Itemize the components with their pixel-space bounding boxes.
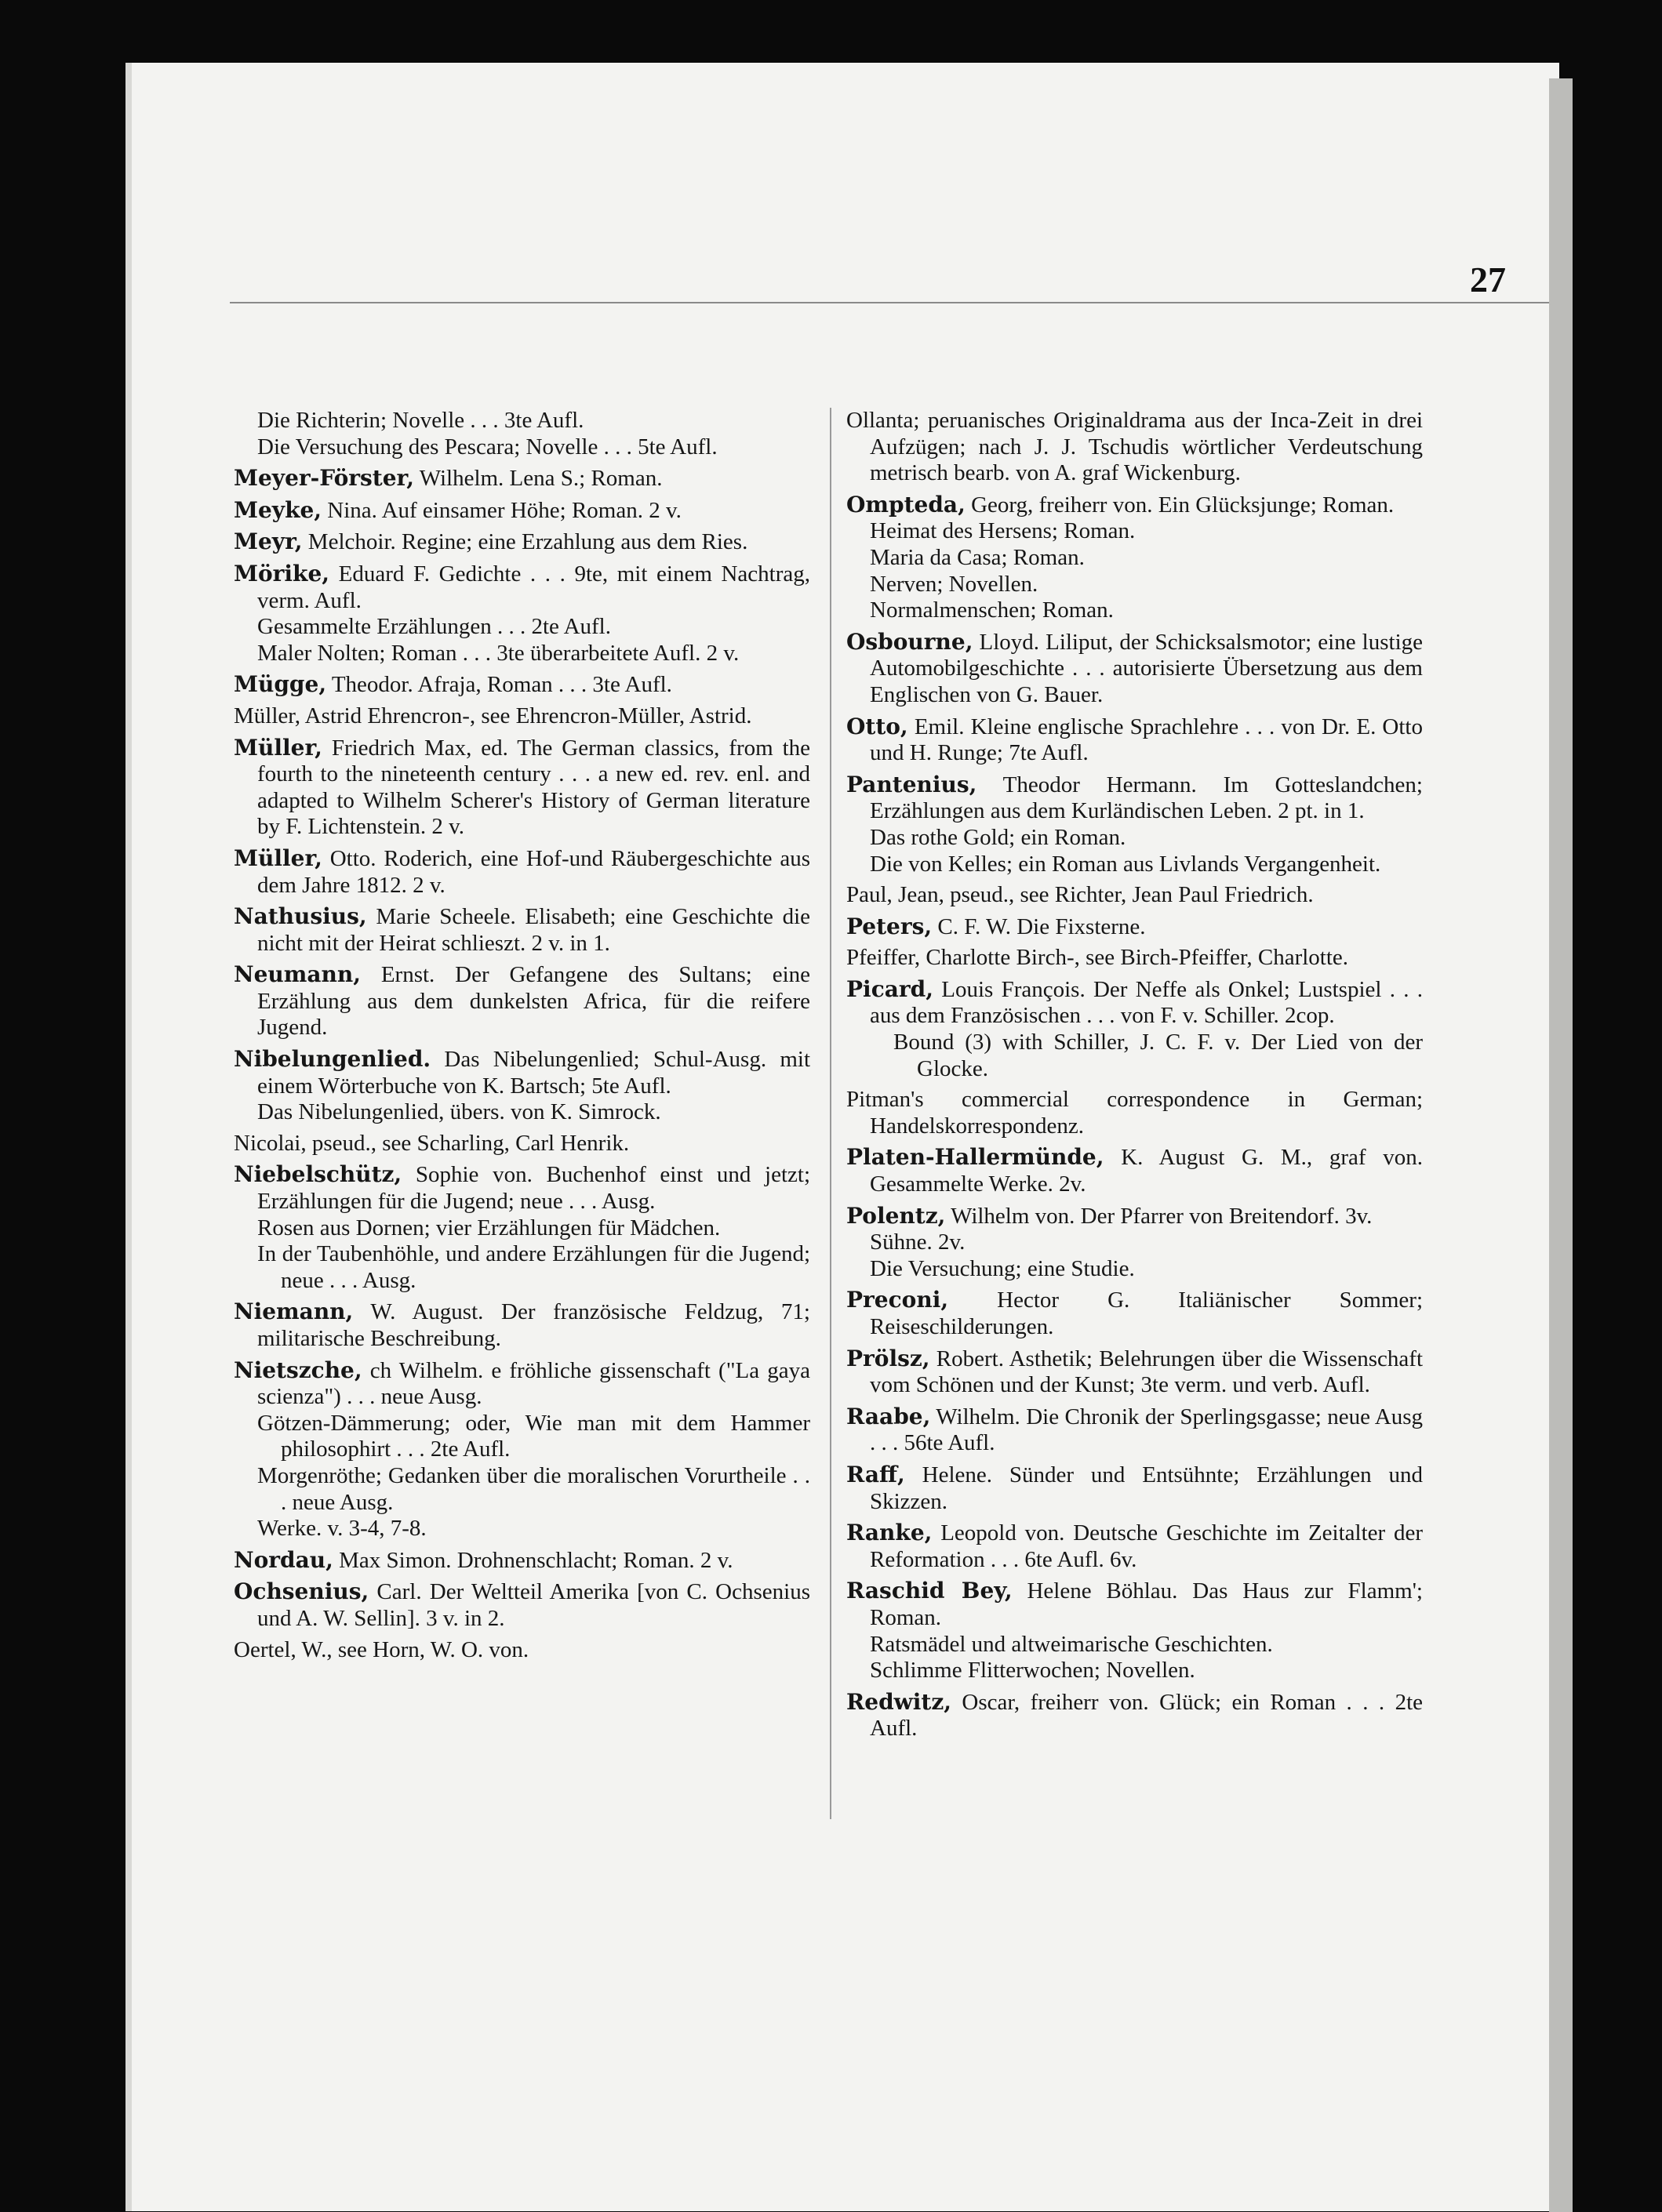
entry-heading: Müller, [234, 844, 322, 871]
catalog-entry [234, 1161, 810, 1215]
entry-text: Wilhelm. Die Chronik der Sperlingsgasse; neue Ausg . . . 56te Aufl. [870, 1404, 1423, 1456]
entry-heading: Otto, [846, 713, 908, 739]
entry-text: Georg, freiherr von. Ein Glücksjunge; Roman. [971, 492, 1395, 518]
entry-text: Hector G. Italiänischer Sommer; Reiseschilderungen. [870, 1288, 1423, 1339]
catalog-entry [234, 1637, 810, 1664]
entry-text: Wilhelm. Lena S.; Roman. [419, 466, 663, 492]
catalog-entry [234, 1241, 810, 1294]
catalog-entry [846, 945, 1423, 972]
entry-heading: Raschid Bey, [846, 1578, 1013, 1604]
catalog-entry [234, 961, 810, 1041]
catalog-entry [846, 772, 1423, 825]
entry-text: Schlimme Flitterwochen; Novellen. [870, 1658, 1195, 1684]
entry-text: C. F. W. Die Fixsterne. [937, 913, 1146, 939]
catalog-entry [234, 1299, 810, 1352]
entry-text: Emil. Kleine englische Sprachlehre . . . von Dr. E. Otto und H. Runge; 7te Aufl. [870, 714, 1423, 766]
entry-text: Bound (3) with Schiller, J. C. F. v. Der Lied von der Glocke. [893, 1030, 1423, 1081]
entry-heading: Neumann, [234, 961, 361, 988]
entry-heading: Mügge, [234, 671, 327, 698]
catalog-entry [846, 1144, 1423, 1197]
entry-heading: Meyr, [234, 528, 303, 555]
catalog-entry [846, 714, 1423, 767]
catalog-entry [846, 913, 1423, 941]
catalog-entry [846, 1203, 1423, 1230]
entry-text: Das rothe Gold; ein Roman. [870, 824, 1126, 850]
entry-text: Carl. Der Weltteil Amerika [von C. Ochsenius und A. W. Sellin]. 3 v. in 2. [257, 1579, 810, 1631]
catalog-entry [234, 561, 810, 614]
entry-text: Sühne. 2v. [870, 1229, 966, 1255]
entry-heading: Prölsz, [846, 1345, 930, 1371]
catalog-entry [234, 1578, 810, 1632]
entry-heading: Peters, [846, 913, 933, 939]
catalog-entry [234, 1547, 810, 1575]
catalog-entry [846, 825, 1423, 852]
entry-text: Werke. v. 3-4, 7-8. [257, 1516, 427, 1542]
header-rule [230, 302, 1563, 303]
entry-text: Marie Scheele. Elisabeth; eine Geschichte die nicht mit der Heirat schlieszt. 2 v. in 1. [257, 904, 811, 956]
entry-heading: Meyke, [234, 496, 322, 523]
catalog-entry [234, 434, 810, 461]
entry-text: Das Nibelungenlied, übers. von K. Simrock. [257, 1099, 661, 1125]
catalog-entry [846, 1256, 1423, 1283]
catalog-entry [846, 408, 1423, 487]
entry-text: Oscar, freiherr von. Glück; ein Roman . . . 2te Aufl. [870, 1689, 1423, 1742]
catalog-entry [234, 1357, 810, 1411]
catalog-entry [234, 465, 810, 492]
catalog-entry [846, 629, 1423, 709]
entry-heading: Polentz, [846, 1202, 946, 1229]
entry-text: Melchoir. Regine; eine Erzahlung aus dem Ries. [307, 529, 748, 555]
entry-text: Pfeiffer, Charlotte Birch-, see Birch-Pfeiffer, Charlotte. [846, 945, 1349, 971]
entry-text: Max Simon. Drohnenschlacht; Roman. 2 v. [339, 1547, 733, 1573]
catalog-entry [846, 1287, 1423, 1340]
catalog-entry [234, 703, 810, 730]
catalog-entry [846, 1632, 1423, 1658]
catalog-entry [846, 597, 1423, 624]
entry-heading: Müller, [234, 734, 322, 761]
entry-heading: Raabe, [846, 1403, 931, 1429]
catalog-entry [234, 641, 810, 667]
catalog-entry [846, 518, 1423, 545]
entry-text: Die Versuchung; eine Studie. [870, 1255, 1135, 1281]
entry-heading: Nibelungenlied. [234, 1046, 431, 1073]
catalog-entry [234, 408, 810, 434]
catalog-entry [846, 1346, 1423, 1399]
entry-text: Maria da Casa; Roman. [870, 544, 1085, 570]
entry-text: Ratsmädel und altweimarische Geschichten. [870, 1631, 1273, 1657]
catalog-entry [234, 671, 810, 699]
entry-heading: Raff, [846, 1461, 905, 1487]
catalog-entry [234, 614, 810, 641]
entry-text: Nina. Auf einsamer Höhe; Roman. 2 v. [327, 497, 682, 523]
entry-text: K. August G. M., graf von. Gesammelte Werke. 2v. [870, 1145, 1423, 1197]
entry-heading: Meyer-Förster, [234, 465, 415, 492]
entry-text: Paul, Jean, pseud., see Richter, Jean Paul Friedrich. [846, 882, 1314, 908]
catalog-entry [234, 1411, 810, 1463]
entry-heading: Ompteda, [846, 491, 966, 518]
entry-heading: Ochsenius, [234, 1578, 369, 1605]
entry-text: W. August. Der französische Feldzug, 71; militarische Beschreibung. [257, 1299, 810, 1351]
catalog-entry [846, 1404, 1423, 1457]
catalog-entry [846, 1658, 1423, 1684]
entry-text: Ollanta; peruanisches Originaldrama aus der Inca-Zeit in drei Aufzügen; nach J. J. Tschudis wörtlicher Verdeutschung metrisch bearb. von A. graf Wickenburg. [846, 408, 1423, 486]
catalog-entry [846, 852, 1423, 878]
catalog-entry [234, 903, 810, 957]
entry-text: Louis François. Der Neffe als Onkel; Lustspiel . . . aus dem Französischen . . . von F. v. Schiller. 2cop. [870, 976, 1424, 1029]
entry-text: Leopold von. Deutsche Geschichte im Zeitalter der Reformation . . . 6te Aufl. 6v. [870, 1520, 1424, 1572]
catalog-entry [846, 1229, 1423, 1256]
entry-text: Die von Kelles; ein Roman aus Livlands Vergangenheit. [870, 851, 1381, 877]
right-column [846, 408, 1423, 1742]
entry-heading: Osbourne, [846, 628, 973, 655]
page-edge [1549, 78, 1573, 2212]
entry-heading: Mörike, [234, 560, 330, 587]
catalog-entry [846, 572, 1423, 598]
entry-text: Die Versuchung des Pescara; Novelle . . . 5te Aufl. [257, 434, 718, 459]
entry-text: Götzen-Dämmerung; oder, Wie man mit dem Hammer philosophirt . . . 2te Aufl. [257, 1410, 810, 1462]
entry-heading: Nathusius, [234, 903, 367, 930]
entry-text: Otto. Roderich, eine Hof-und Räubergeschichte aus dem Jahre 1812. 2 v. [257, 845, 811, 898]
catalog-entry [234, 735, 810, 841]
column-divider [830, 408, 831, 1819]
entry-text: Lloyd. Liliput, der Schicksalsmotor; eine lustige Automobilgeschichte . . . autorisierte Übersetzung aus dem Englischen von G. Bauer. [870, 629, 1423, 707]
entry-heading: Ranke, [846, 1520, 933, 1546]
entry-heading: Pantenius, [846, 771, 977, 797]
entry-text: Gesammelte Erzählungen . . . 2te Aufl. [257, 614, 611, 640]
catalog-entry [846, 1520, 1423, 1573]
entry-text: Nicolai, pseud., see Scharling, Carl Henrik. [234, 1130, 630, 1156]
entry-text: Wilhelm von. Der Pfarrer von Breitendorf. 3v. [951, 1203, 1373, 1229]
catalog-entry [846, 1689, 1423, 1742]
entry-text: Oertel, W., see Horn, W. O. von. [234, 1636, 529, 1662]
entry-text: Pitman's commercial correspondence in German; Handelskorrespondenz. [846, 1087, 1423, 1139]
entry-heading: Niemann, [234, 1299, 354, 1325]
entry-text: Helene Böhlau. Das Haus zur Flamm'; Roman. [870, 1578, 1423, 1630]
entry-text: Friedrich Max, ed. The German classics, from the fourth to the nineteenth century . . . a new ed. rev. enl. and adapted to Wilhelm Scherer's History of German literature by F. Lichtenstein. 2 v. [257, 735, 811, 840]
entry-text: Heimat des Hersens; Roman. [870, 518, 1136, 544]
catalog-entry [846, 882, 1423, 909]
catalog-entry [234, 845, 810, 899]
catalog-entry [846, 545, 1423, 572]
catalog-entry [846, 1087, 1423, 1139]
catalog-entry [846, 492, 1423, 519]
entry-text: Die Richterin; Novelle . . . 3te Aufl. [257, 408, 584, 433]
page-number: 27 [1470, 260, 1506, 300]
entry-heading: Preconi, [846, 1287, 949, 1313]
entry-text: ch Wilhelm. e fröhliche gissenschaft ("La gaya scienza") . . . neue Ausg. [257, 1357, 810, 1410]
entry-heading: Redwitz, [846, 1688, 951, 1715]
entry-text: Eduard F. Gedichte . . . 9te, mit einem Nachtrag, verm. Aufl. [257, 561, 811, 613]
catalog-entry [846, 1578, 1423, 1631]
left-column [234, 408, 810, 1663]
entry-text: Theodor Hermann. Im Gotteslandchen; Erzählungen aus dem Kurländischen Leben. 2 pt. in 1. [870, 772, 1423, 824]
entry-text: Robert. Asthetik; Belehrungen über die Wissenschaft vom Schönen und der Kunst; 3te verm. und verb. Aufl. [870, 1346, 1423, 1398]
entry-heading: Nietszche, [234, 1357, 362, 1383]
entry-heading: Picard, [846, 975, 933, 1002]
entry-text: Morgenröthe; Gedanken über die moralischen Vorurtheile . . . neue Ausg. [257, 1462, 810, 1515]
entry-text: In der Taubenhöhle, und andere Erzählungen für die Jugend; neue . . . Ausg. [257, 1241, 810, 1293]
catalog-entry [234, 1516, 810, 1542]
entry-text: Das Nibelungenlied; Schul-Ausg. mit einem Wörterbuche von K. Bartsch; 5te Aufl. [257, 1047, 810, 1099]
entry-heading: Platen-Hallermünde, [846, 1144, 1104, 1171]
entry-text: Nerven; Novellen. [870, 571, 1038, 597]
book-page [125, 63, 1559, 2211]
catalog-entry [234, 497, 810, 525]
catalog-entry [234, 528, 810, 556]
entry-text: Helene. Sünder und Entsühnte; Erzählungen und Skizzen. [870, 1462, 1424, 1514]
entry-heading: Nordau, [234, 1546, 333, 1573]
catalog-entry [846, 976, 1423, 1030]
entry-text: Theodor. Afraja, Roman . . . 3te Aufl. [331, 672, 672, 698]
entry-heading: Niebelschütz, [234, 1161, 402, 1188]
entry-text: Normalmenschen; Roman. [870, 597, 1114, 623]
entry-text: Rosen aus Dornen; vier Erzählungen für Mädchen. [257, 1215, 721, 1240]
entry-text: Müller, Astrid Ehrencron-, see Ehrencron-Müller, Astrid. [234, 703, 752, 728]
entry-text: Maler Nolten; Roman . . . 3te überarbeitete Aufl. 2 v. [257, 640, 740, 666]
catalog-entry [846, 1462, 1423, 1515]
catalog-entry [846, 1030, 1423, 1082]
catalog-entry [234, 1463, 810, 1516]
catalog-entry [234, 1046, 810, 1099]
catalog-entry [234, 1131, 810, 1157]
catalog-entry [234, 1099, 810, 1126]
entry-text: Sophie von. Buchenhof einst und jetzt; Erzählungen für die Jugend; neue . . . Ausg. [257, 1162, 810, 1215]
entry-text: Ernst. Der Gefangene des Sultans; eine Erzählung aus dem dunkelsten Africa, für die reifere Jugend. [257, 962, 810, 1041]
catalog-entry [234, 1215, 810, 1242]
